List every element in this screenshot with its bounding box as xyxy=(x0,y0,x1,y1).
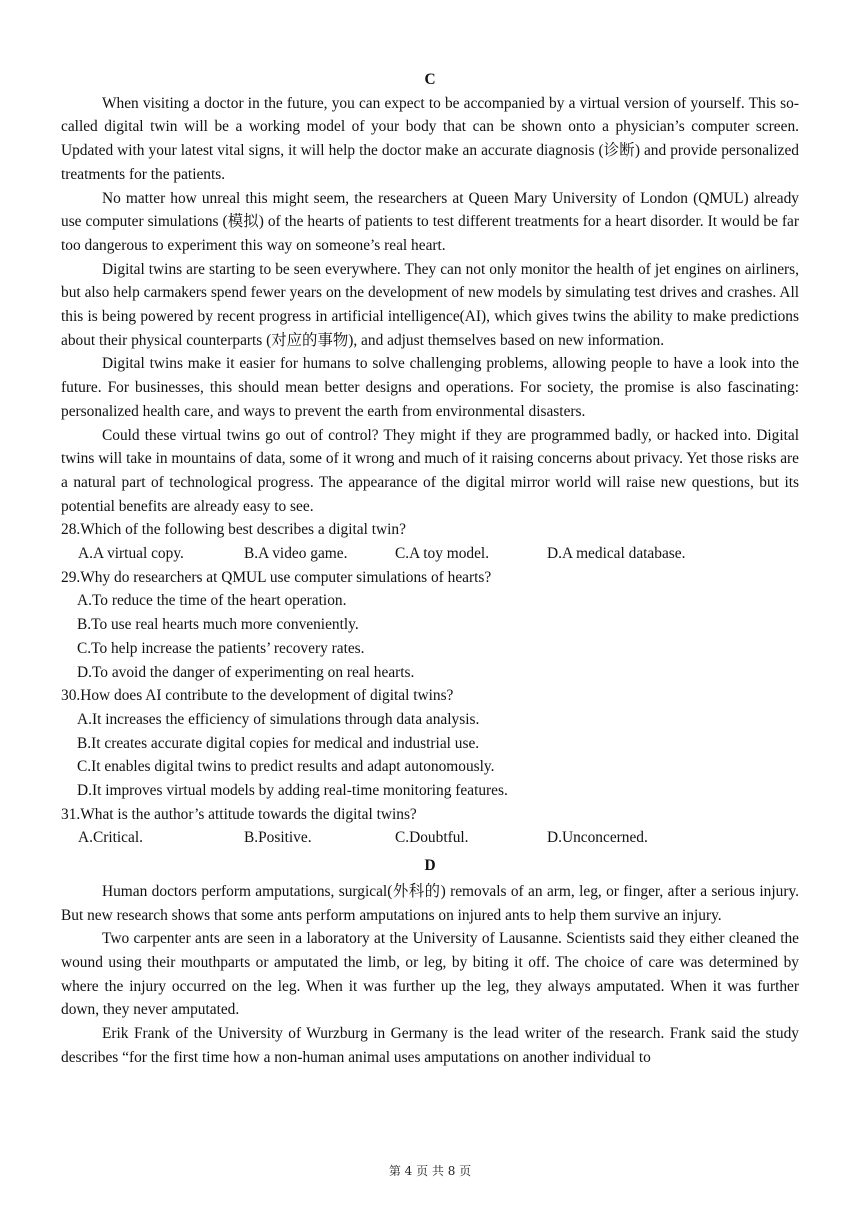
question-30-option-d: D.It improves virtual models by adding real-time monitoring features. xyxy=(77,782,508,800)
question-31-option-c: C.Doubtful. xyxy=(395,829,469,847)
passage-c-paragraph-1: When visiting a doctor in the future, you can expect to be accompanied by a virtual version of yourself. This so-called digital twin will be a working model of your body that can be shown onto a physician’s computer screen. Updated with your latest vital signs, it will help the doctor make an accurate diagnosis (诊断) and provide personalized treatments for the patients. xyxy=(61,94,799,183)
question-29-stem: 29.Why do researchers at QMUL use computer simulations of hearts? xyxy=(61,568,492,586)
question-30-option-b: B.It creates accurate digital copies for medical and industrial use. xyxy=(77,734,480,752)
passage-c-paragraph-2: No matter how unreal this might seem, the researchers at Queen Mary University of London (QMUL) already use computer simulations (模拟) of the hearts of patients to test different treatments for a heart disorder. It would be far too dangerous to experiment this way on someone’s real heart. xyxy=(61,189,799,254)
question-29-option-c: C.To help increase the patients’ recovery rates. xyxy=(77,639,365,657)
passage-d-paragraph-2: Two carpenter ants are seen in a laboratory at the University of Lausanne. Scientists said they either cleaned the wound using their mouthparts or amputated the limb, or leg, by biting it off. The choice of care was determined by where the injury occurred on the leg. When it was further up the leg, they always amputated. When it was further down, they never amputated. xyxy=(61,930,799,1019)
page-number-footer: 第 4 页 共 8 页 xyxy=(388,1164,472,1178)
question-31-stem: 31.What is the author’s attitude towards the digital twins? xyxy=(61,805,417,823)
question-31-option-d: D.Unconcerned. xyxy=(547,829,648,847)
section-c-title: C xyxy=(424,71,436,88)
question-28-options xyxy=(78,542,799,566)
passage-c-paragraph-4: Digital twins make it easier for humans to solve challenging problems, allowing people to have a look into the future. For businesses, this should mean better designs and operations. For society, the promise is also fascinating: personalized health care, and ways to prevent the earth from environmental disasters. xyxy=(61,355,799,420)
question-28-option-b: B.A video game. xyxy=(244,545,348,563)
question-29-option-b: B.To use real hearts much more conveniently. xyxy=(77,616,359,634)
question-28-option-a: A.A virtual copy. xyxy=(78,545,184,563)
section-d-title: D xyxy=(424,857,436,875)
question-31-options xyxy=(78,826,799,850)
question-28-stem: 28.Which of the following best describes a digital twin? xyxy=(61,521,406,539)
question-29-option-d: D.To avoid the danger of experimenting on real hearts. xyxy=(77,663,415,681)
passage-c-paragraph-5: Could these virtual twins go out of control? They might if they are programmed badly, or hacked into. Digital twins will take in mountains of data, some of it wrong and much of it raising concerns about privacy. Yet those risks are a natural part of technological progress. The appearance of the digital mirror world will raise new questions, but its potential benefits are already easy to see. xyxy=(61,426,799,515)
question-30-stem: 30.How does AI contribute to the development of digital twins? xyxy=(61,687,454,705)
passage-c-paragraph-3: Digital twins are starting to be seen everywhere. They can not only monitor the health of jet engines on airliners, but also help carmakers spend fewer years on the development of new models by simulating test drives and crashes. All this is being powered by recent progress in artificial intelligence(AI), which gives twins the ability to make predictions about their physical counterparts (对应的事物), and adjust themselves based on new information. xyxy=(61,260,799,349)
question-28-option-c: C.A toy model. xyxy=(395,545,490,563)
question-30-option-c: C.It enables digital twins to predict results and adapt autonomously. xyxy=(77,758,495,776)
question-29-option-a: A.To reduce the time of the heart operation. xyxy=(77,592,347,610)
question-31-option-b: B.Positive. xyxy=(244,829,312,847)
question-28-option-d: D.A medical database. xyxy=(547,545,686,563)
document-page xyxy=(61,68,799,1070)
question-30-option-a: A.It increases the efficiency of simulations through data analysis. xyxy=(77,710,480,728)
passage-d-paragraph-1: Human doctors perform amputations, surgical(外科的) removals of an arm, leg, or finger, after a serious injury. But new research shows that some ants perform amputations on injured ants to help them survive an injury. xyxy=(61,882,799,924)
passage-d-paragraph-3: Erik Frank of the University of Wurzburg in Germany is the lead writer of the research. Frank said the study describes “for the first time how a non-human animal uses amputations on another individual to xyxy=(61,1025,799,1066)
question-31-option-a: A.Critical. xyxy=(78,829,143,847)
